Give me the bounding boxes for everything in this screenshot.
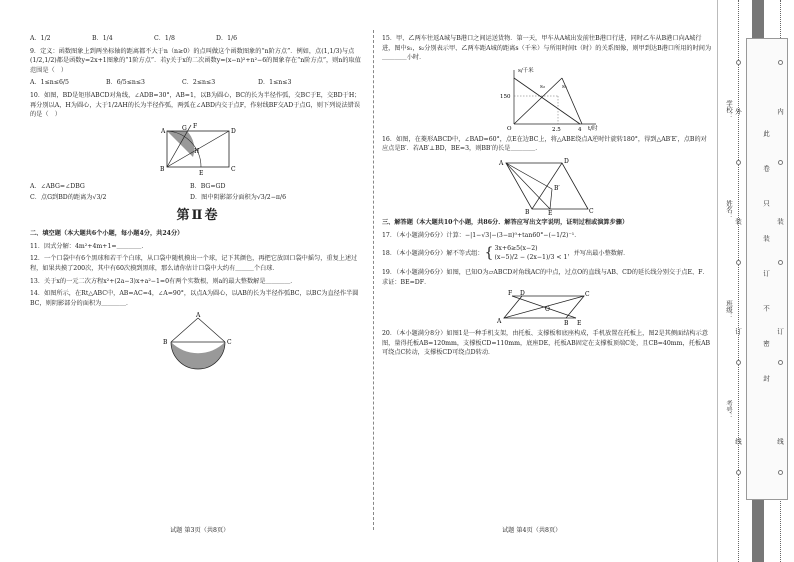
q17-text: 17．（本小题满分6分）计算：−|1−√3|−(3−π)⁰+tan60°−(−1/2)⁻¹． bbox=[382, 231, 581, 239]
inner-char-2: 卷 bbox=[762, 165, 770, 172]
q10-label-a: A bbox=[161, 127, 166, 135]
q11-text: 11．因式分解：4m²+4m+1=＿＿＿＿． bbox=[30, 242, 148, 250]
q13-text: 13．关于x的一元二次方程x²+(2a−3)x+a²−1=0有两个实数根，则a的最大整数解是＿＿＿＿． bbox=[30, 277, 297, 285]
q10-options bbox=[30, 182, 366, 203]
binding-hole bbox=[778, 60, 783, 65]
q15-line-s2 bbox=[514, 78, 580, 124]
inner-mark-1: 内 bbox=[776, 108, 784, 115]
q14-shaded-region bbox=[171, 342, 225, 369]
name-label: 姓名： bbox=[725, 200, 733, 220]
q9-option-c[interactable]: C．2≤n≤3 bbox=[182, 79, 216, 87]
q19-text: 19．（本小题满分6分）如图，已知O为▱ABCD对角线AC的中点，过点O的直线与AB、CD的延长线分别交于点E、F．求证：BE=DF． bbox=[382, 268, 709, 286]
q15-graph bbox=[492, 66, 602, 132]
q19-figure bbox=[492, 290, 602, 326]
q19-label-f: F bbox=[508, 290, 513, 298]
q19-label-a: A bbox=[497, 318, 502, 326]
q18-tail: ，并写出最小整数解． bbox=[567, 250, 630, 258]
q8-options bbox=[30, 34, 366, 44]
q15-label-s1: s₁ bbox=[562, 83, 568, 90]
q10-option-d[interactable]: D．图中阴影部分面积为√3/2−π/6 bbox=[190, 194, 287, 202]
q15-ylabel: s/千米 bbox=[518, 67, 534, 74]
q16-label-d: D bbox=[564, 158, 569, 166]
q9-option-a[interactable]: A．1≤n≤6/5 bbox=[30, 79, 69, 87]
binding-hole bbox=[736, 470, 741, 475]
left-page bbox=[30, 34, 366, 377]
inner-char-8: 封 bbox=[762, 375, 770, 382]
school-label: 学校： bbox=[725, 100, 733, 120]
inner-char-6: 不 bbox=[762, 305, 770, 312]
q14-figure bbox=[153, 312, 243, 374]
inner-mark-4: 线 bbox=[776, 438, 784, 445]
q14-label-a: A bbox=[196, 311, 201, 319]
q9-option-b[interactable]: B．6/5≤n≤3 bbox=[106, 79, 145, 87]
binding-hole bbox=[778, 160, 783, 165]
outer-mark-1: 外 bbox=[734, 108, 742, 115]
q19-label-b: B bbox=[564, 320, 569, 327]
q10-option-a[interactable]: A．∠ABG=∠DBG bbox=[30, 182, 85, 190]
q16-label-c: C bbox=[589, 208, 594, 216]
q18-intro: 18．（本小题满分6分）解不等式组： bbox=[382, 250, 484, 258]
q8-option-a[interactable]: A．1/2 bbox=[30, 35, 51, 42]
q16-label-b-prime: B′ bbox=[554, 185, 560, 193]
q15-xtick-4: 4 bbox=[578, 126, 582, 132]
q10-shaded-region bbox=[167, 131, 194, 157]
q12-text: 12．一个口袋中有6个黑球和若干个白球，从口袋中随机摸出一个球，记下其颜色，再把它放回口袋中摇匀，重复上述过程，如果共摸了200次，其中有60次摸到黑球，那么请你估计口袋中大约有＿＿＿个白球． bbox=[30, 255, 358, 273]
q19-label-o: O bbox=[545, 306, 550, 314]
strip-bar-top bbox=[752, 0, 764, 38]
outer-mark-3: 订 bbox=[734, 328, 742, 335]
q18-line-2: (x−5)/2 − (2x−1)/3 < 1 bbox=[494, 254, 568, 262]
q19-line-ef bbox=[512, 296, 576, 318]
fill-in-header: 二、填空题（本大题共6个小题，每小题4分，共24分） bbox=[30, 230, 184, 238]
inner-mark-3: 订 bbox=[776, 328, 784, 335]
q16-label-e: E bbox=[548, 210, 553, 216]
q10-label-e: E bbox=[199, 169, 204, 177]
binding-hole bbox=[736, 260, 741, 265]
q8-option-b[interactable]: B．1/4 bbox=[92, 35, 113, 42]
inner-char-5: 订 bbox=[762, 270, 770, 277]
q8-option-d[interactable]: D．1/6 bbox=[216, 35, 238, 42]
binding-strip bbox=[717, 0, 794, 562]
binding-hole bbox=[736, 60, 741, 65]
q10-label-g: G bbox=[182, 124, 187, 132]
q15-origin: O bbox=[507, 125, 512, 132]
section-2-title: 第Ⅱ卷 bbox=[176, 208, 220, 224]
binding-hole bbox=[736, 160, 741, 165]
outer-mark-4: 线 bbox=[734, 438, 742, 445]
q14-side-ac bbox=[198, 318, 225, 342]
q10-label-b: B bbox=[160, 165, 165, 173]
q10-figure bbox=[153, 123, 243, 179]
q15-line-s1 bbox=[514, 78, 562, 124]
q14-label-b: B bbox=[163, 338, 168, 346]
q9-options bbox=[30, 78, 366, 88]
q10-option-c[interactable]: C．点G到BD的距离为√3/2 bbox=[30, 194, 107, 202]
q10-label-d: D bbox=[231, 127, 236, 135]
q16-figure bbox=[492, 157, 602, 215]
exam-number-label: 考号： bbox=[725, 400, 733, 420]
left-page-footer: 试题 第3页（共8页） bbox=[170, 527, 230, 534]
q9-text: 9．定义：函数图象上到两坐标轴的距离都不大于n（n≥0）的点叫做这个函数图象的“n阶方点”．例如，点(1,1/3)与点(1/2,1/2)都是函数y=2x+1图象的“1阶方点”．若y关于x的二次函数y=(x−n)²+n²−6的图象存在“n阶方点”，则n的取值范围是（ ） bbox=[30, 47, 361, 74]
page-divider bbox=[373, 30, 374, 530]
q19-label-d: D bbox=[520, 290, 525, 298]
q15-ytick-150: 150 bbox=[500, 93, 511, 100]
strip-bar-bottom bbox=[752, 500, 764, 562]
q16-text: 16．如图，在菱形ABCD中，∠BAD=60°，点E在边BC上，将△ABE绕点A逆时针旋转180°，得到△AB′E′，点B的对应点是B′．若AB′⊥BD，BE=3，则BB′的长是＿＿＿＿． bbox=[382, 135, 707, 153]
answer-section-header: 三、解答题（本大题共10个小题，共86分．解答应写出文字说明，证明过程或演算步骤） bbox=[382, 219, 629, 227]
q15-xtick-2-5: 2.5 bbox=[552, 126, 561, 132]
q15-xlabel: t/时 bbox=[588, 125, 598, 132]
q8-option-c[interactable]: C．1/8 bbox=[154, 35, 175, 42]
q18-brace: { bbox=[484, 245, 494, 262]
q16-segment-b-prime-e bbox=[550, 189, 552, 209]
binding-hole bbox=[736, 360, 741, 365]
q18 bbox=[382, 243, 712, 265]
q19-label-c: C bbox=[585, 291, 590, 299]
q15-label-s2: s₂ bbox=[540, 83, 546, 90]
q14-side-ab bbox=[171, 318, 198, 342]
q16-label-b: B bbox=[525, 209, 530, 216]
inner-char-3: 只 bbox=[762, 200, 770, 207]
inner-char-1: 此 bbox=[762, 130, 770, 137]
q18-system bbox=[494, 245, 567, 262]
inner-char-4: 装 bbox=[762, 235, 770, 242]
outer-mark-2: 装 bbox=[734, 218, 742, 225]
q10-label-h: H bbox=[194, 147, 200, 155]
binding-hole bbox=[778, 360, 783, 365]
q15-text: 15．甲、乙两车往返A城与B港口之间运送货物．第一天，甲车从A城出发前往B港口行进，同时乙车从B港口向A城行进，图中s₁，s₂分别表示甲、乙两车距A城的距离s（千米）与所用时间t（时）的关系图像，则甲到达B港口所用的时间为＿＿＿＿小时． bbox=[382, 35, 712, 62]
q10-label-f: F bbox=[193, 122, 198, 130]
inner-mark-2: 装 bbox=[776, 218, 784, 225]
q16-label-a: A bbox=[499, 160, 504, 168]
right-page-footer: 试题 第4页（共8页） bbox=[502, 527, 562, 534]
outer-binding-line bbox=[738, 0, 739, 562]
q18-line-1: 3x+6≥5(x−2) bbox=[494, 245, 538, 253]
q9-option-d[interactable]: D．1≤n≤3 bbox=[258, 79, 292, 87]
binding-hole bbox=[778, 260, 783, 265]
q10-option-b[interactable]: B．BG=GD bbox=[190, 182, 226, 190]
binding-hole bbox=[778, 470, 783, 475]
q14-text: 14．如图所示，在Rt△ABC中，AB=AC=4，∠A=90°，以点A为圆心，以AB的长为半径作弧BC，以BC为直径作半圆BC，则阴影部分的面积为＿＿＿＿． bbox=[30, 290, 359, 307]
q10-text: 10．如图，BD是矩形ABCD对角线，∠ADB=30°，AB=1，以B为圆心，BC的长为半径作弧，交BC于E，交BD于H；再分别以A，H为圆心，大于1/2AH的长为半径作弧，两弧在∠ABD内交于点F，作射线BF交AD于点G，则下列说法错误的是（ ） bbox=[30, 92, 361, 119]
class-label: 班级： bbox=[725, 300, 733, 320]
q10-label-c: C bbox=[231, 165, 236, 173]
q20-text: 20．（本小题满分8分）如图1是一种手机支架，由托板、支撑板和底座构成，手机放置在托板上，图2是其侧面结构示意图，量得托板AB=120mm，支撑板CD=110mm，底座DE，托板AB固定在支撑板顶端C处，且CB=40mm，托板AB可绕点C转动，支撑板CD可绕点D转动． bbox=[382, 330, 711, 357]
q19-label-e: E bbox=[577, 320, 582, 327]
right-page bbox=[382, 34, 712, 361]
inner-char-7: 密 bbox=[762, 340, 770, 347]
q14-label-c: C bbox=[227, 338, 232, 346]
